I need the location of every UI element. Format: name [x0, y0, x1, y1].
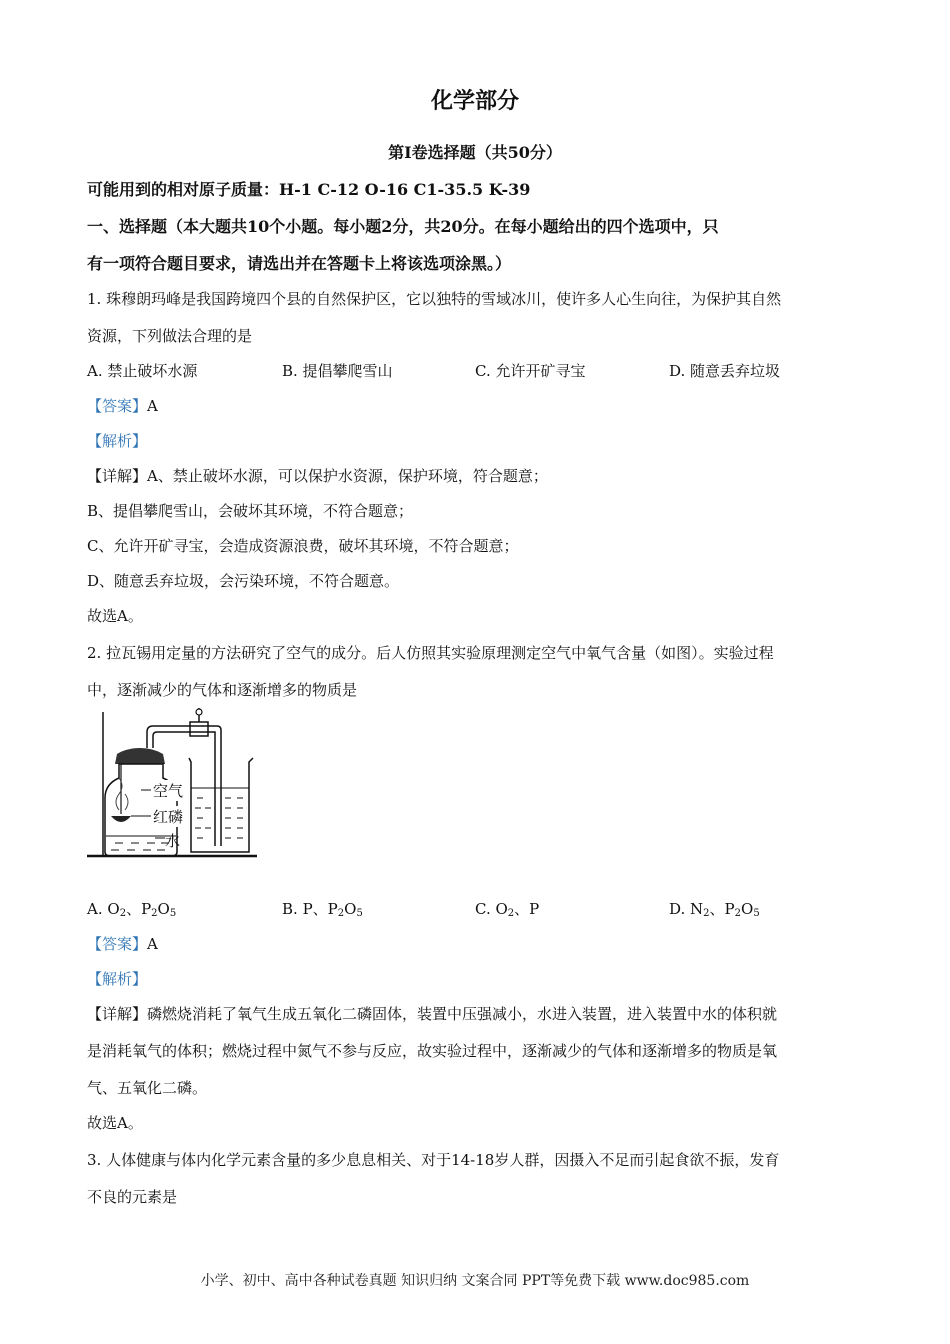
q2-detail-line1: 【详解】磷燃烧消耗了氧气生成五氧化二磷固体，装置中压强减小，水进入装置，进入装置中水的体积就: [87, 1005, 778, 1023]
page-title: 化学部分: [430, 88, 519, 114]
q2-stem-line1: 2. 拉瓦锡用定量的方法研究了空气的成分。后人仿照其实验原理测定空气中氧气含量（如图）。实验过程: [87, 644, 774, 662]
q2-analysis-tag: 【解析】: [87, 970, 148, 988]
section-instruction-line1: 一、选择题（本大题共10个小题。每小题2分，共20分。在每小题给出的四个选项中，只: [87, 217, 719, 236]
q1-option-d: D. 随意丢弃垃圾: [669, 362, 781, 380]
q2-detail-line3: 气、五氧化二磷。: [87, 1079, 208, 1097]
page-footer: 小学、初中、高中各种试卷真题 知识归纳 文案合同 PPT等免费下载 www.doc985.com: [200, 1273, 750, 1289]
q1-option-a: A. 禁止破坏水源: [87, 362, 198, 380]
q1-detail-b: B、提倡攀爬雪山，会破坏其环境，不符合题意；: [87, 502, 414, 520]
q1-answer-line: [87, 395, 158, 416]
answer-tag: 【答案】: [87, 397, 148, 415]
q2-stem-line2: 中，逐渐减少的气体和逐渐增多的物质是: [87, 681, 358, 699]
q1-option-b: B. 提倡攀爬雪山: [282, 362, 393, 380]
section-instruction-line2: 有一项符合题目要求，请选出并在答题卡上将该选项涂黑。）: [87, 254, 512, 273]
q1-analysis-tag: 【解析】: [87, 432, 148, 450]
q1-detail-d: D、随意丢弃垃圾，会污染环境，不符合题意。: [87, 572, 400, 590]
paper-subtitle: 第I卷选择题（共50分）: [388, 143, 562, 162]
q2-option-d: D. $N_2$、$P_2O_5$: [669, 900, 760, 919]
atomic-mass-line: 可能用到的相对原子质量：H-1 C-12 O-16 C1-35.5 K-39: [87, 180, 531, 199]
q2-answer-line: [87, 933, 158, 954]
q1-option-c: C. 允许开矿寻宝: [475, 362, 586, 380]
q2-detail-line2: 是消耗氧气的体积；燃烧过程中氮气不参与反应，故实验过程中，逐渐减少的气体和逐渐增多的物质是氧: [87, 1042, 778, 1060]
figure-label-water: 水: [165, 832, 181, 850]
q1-conclusion: 故选A。: [87, 607, 143, 625]
q2-option-b: B. P、$P_2O_5$: [282, 900, 363, 919]
q1-detail-a: 【详解】A、禁止破坏水源，可以保护水资源，保护环境，符合题意；: [87, 467, 548, 485]
q1-detail-c: C、允许开矿寻宝，会造成资源浪费，破坏其环境，不符合题意；: [87, 537, 519, 555]
q3-stem-line2: 不良的元素是: [87, 1188, 178, 1206]
answer-tag: 【答案】: [87, 935, 148, 953]
detail-tag: 【详解】: [87, 467, 148, 485]
q1-stem-line1: 1. 珠穆朗玛峰是我国跨境四个县的自然保护区，它以独特的雪域冰川，使许多人心生向往，为保护其自然: [87, 290, 782, 308]
q3-stem-line1: 3. 人体健康与体内化学元素含量的多少息息相关、对于14-18岁人群，因摄入不足而引起食欲不振，发育: [87, 1151, 780, 1169]
q2-answer: A: [147, 935, 158, 953]
figure-label-air: 空气: [153, 782, 184, 800]
detail-tag: 【详解】: [87, 1005, 148, 1023]
q1-answer: A: [147, 397, 158, 415]
figure-label-red-phosphorus: 红磷: [153, 808, 184, 826]
q2-option-a: A. $O_2$、$P_2O_5$: [87, 900, 177, 919]
q1-stem-line2: 资源，下列做法合理的是: [87, 327, 253, 345]
q2-conclusion: 故选A。: [87, 1114, 143, 1132]
q2-option-c: C. $O_2$、P: [475, 900, 540, 919]
